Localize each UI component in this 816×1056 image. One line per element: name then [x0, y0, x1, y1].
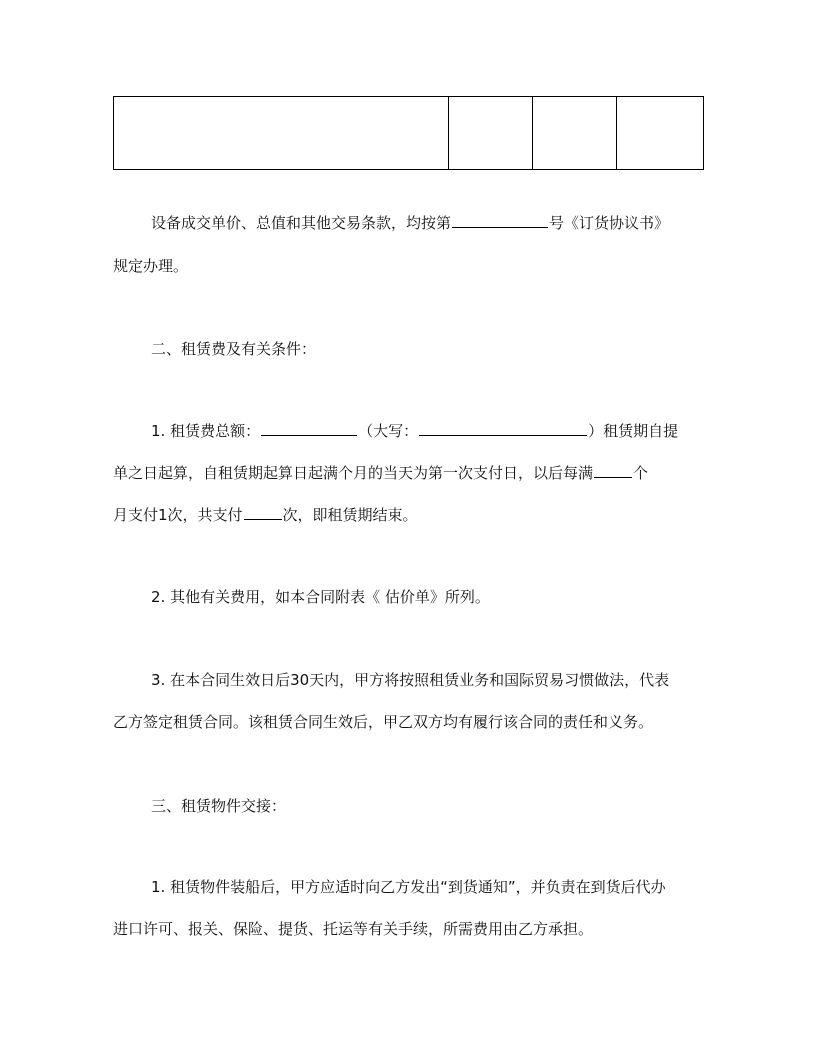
paragraph-text: 单之日起算，自租赁期起算日起满个月的当天为第一次支付日，以后每满 [113, 464, 594, 482]
fill-blank-payment-count [244, 505, 282, 520]
paragraph-text: 个 [633, 464, 649, 482]
table-cell [617, 97, 704, 170]
item-lease-contract-line2 [113, 712, 713, 732]
paragraph-text: 设备成交单价、总值和其他交易条款，均按第 [151, 214, 452, 232]
paragraph-text: 规定办理。 [113, 257, 189, 275]
paragraph-text: 2. 其他有关费用，如本合同附表《 估价单》所列。 [151, 588, 490, 606]
paragraph-text: 号《订货协议书》 [549, 214, 670, 232]
paragraph-pricing-line1 [151, 213, 751, 233]
item-rent-total-line2 [113, 463, 713, 483]
paragraph-text: 乙方签定租赁合同。该租赁合同生效后，甲乙双方均有履行该合同的责任和义务。 [113, 713, 654, 731]
paragraph-text: 次，即租赁期结束。 [282, 506, 418, 524]
fill-blank-rent-uppercase [419, 421, 587, 436]
paragraph-pricing-line2 [113, 256, 713, 276]
item-rent-total-line1 [151, 421, 751, 441]
equipment-table [113, 96, 704, 170]
table-cell [449, 97, 533, 170]
item-lease-contract-line1 [151, 670, 751, 690]
paragraph-text: 1. 租赁物件装船后，甲方应适时向乙方发出“到货通知”，并负责在到货后代办 [151, 878, 666, 896]
section-heading-handover [151, 796, 751, 816]
paragraph-text: 1. 租赁费总额： [151, 422, 261, 440]
fill-blank-rent-total [261, 421, 357, 436]
table-cell [533, 97, 617, 170]
table-cell [114, 97, 449, 170]
table-row [114, 97, 704, 170]
item-shipping-line1 [151, 877, 751, 897]
paragraph-text: ）租赁期自提 [588, 422, 679, 440]
heading-text: 三、租赁物件交接： [151, 797, 287, 815]
section-heading-rent [151, 339, 751, 359]
item-shipping-line2 [113, 919, 713, 939]
fill-blank-agreement-number [452, 213, 548, 228]
paragraph-text: 月支付1次，共支付 [113, 506, 243, 524]
item-rent-total-line3 [113, 505, 713, 525]
heading-text: 二、租赁费及有关条件： [151, 340, 317, 358]
paragraph-text: （大写： [358, 422, 419, 440]
paragraph-text: 进口许可、报关、保险、提货、托运等有关手续，所需费用由乙方承担。 [113, 920, 594, 938]
fill-blank-months-interval [594, 463, 632, 478]
item-other-fees [151, 587, 751, 607]
paragraph-text: 3. 在本合同生效日后30天内，甲方将按照租赁业务和国际贸易习惯做法，代表 [151, 671, 670, 689]
